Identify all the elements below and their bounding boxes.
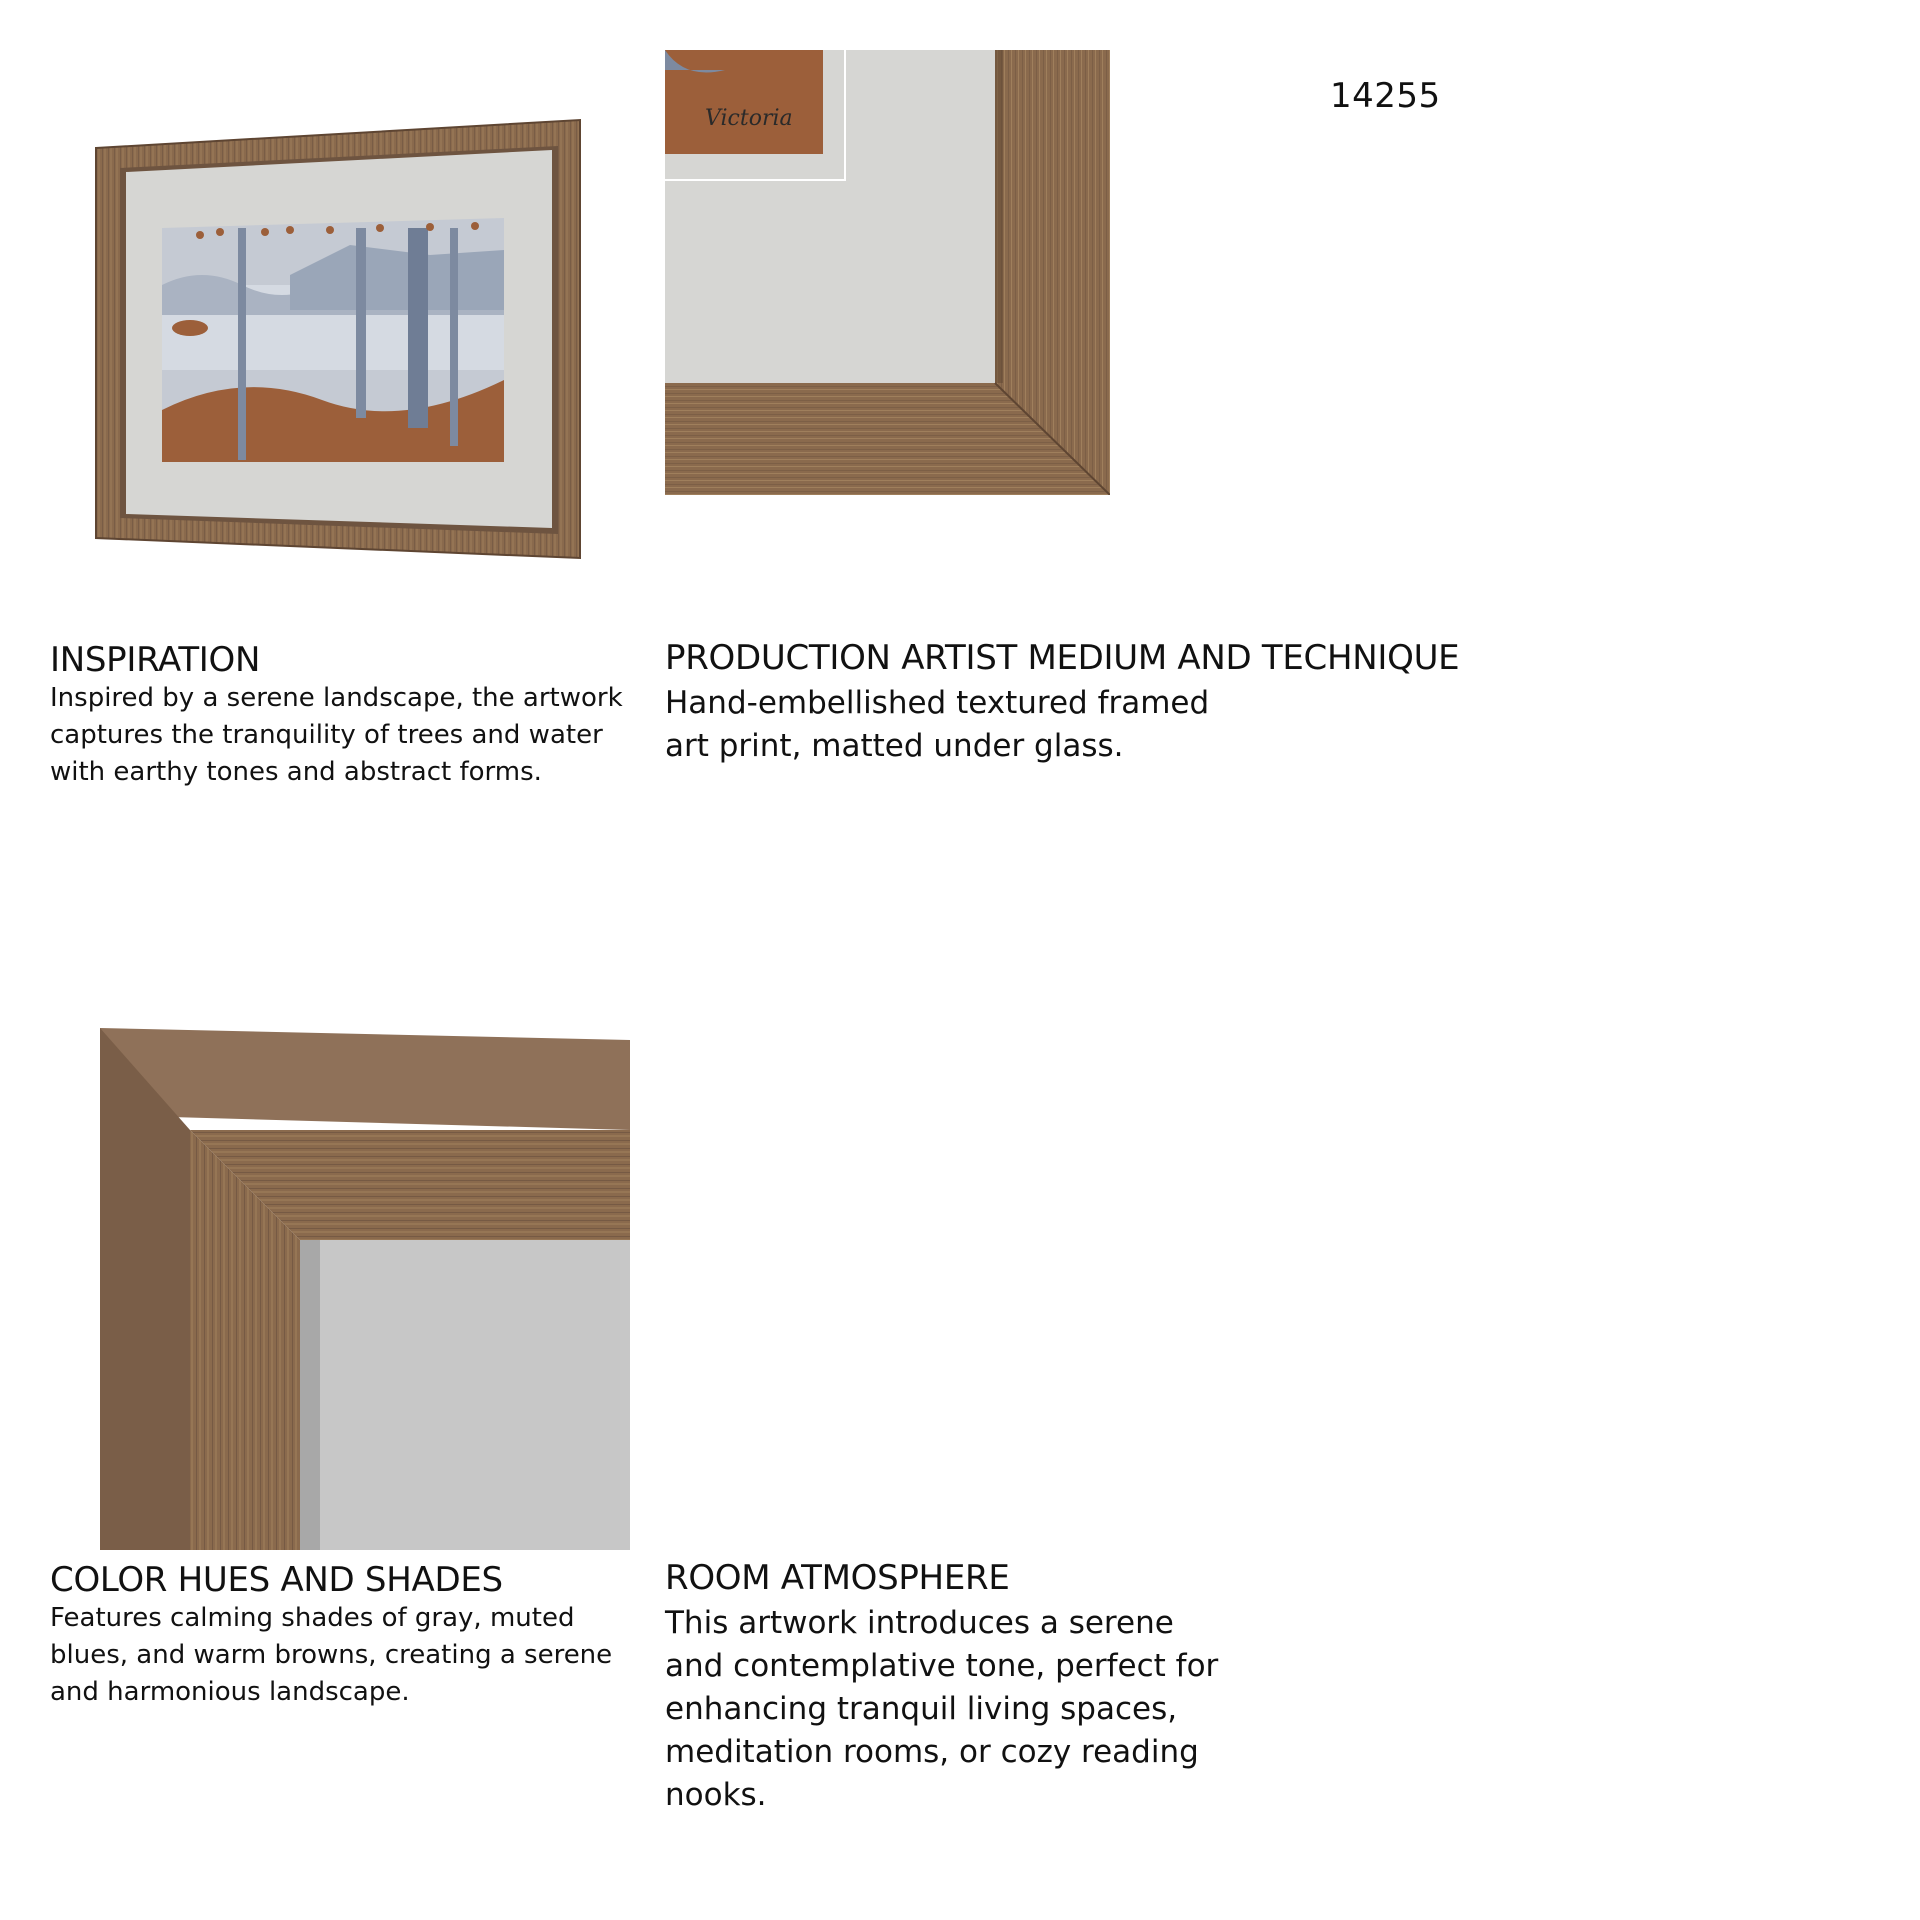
- color-text: Features calming shades of gray, muted blues, and warm browns, creating a serene and harmonious landscape.: [50, 1603, 613, 1707]
- room-text: This artwork introduces a serene and contemplative tone, perfect for enhancing tranquil living spaces, meditation rooms, or cozy reading nooks.: [665, 1605, 1219, 1813]
- frame-profile-image: [100, 1020, 630, 1550]
- inspiration-heading: INSPIRATION: [50, 640, 261, 680]
- product-sku: 14255: [1330, 76, 1441, 116]
- production-heading: PRODUCTION ARTIST MEDIUM AND TECHNIQUE: [665, 638, 1460, 678]
- production-text: Hand-embellished textured framed art print, matted under glass.: [665, 685, 1210, 764]
- artist-signature: Victoria: [705, 106, 793, 131]
- inspiration-section: [50, 640, 630, 791]
- room-section: [665, 1558, 1225, 1817]
- production-section: [665, 638, 1505, 768]
- color-section: [50, 1560, 650, 1711]
- frame-corner-detail-image: [665, 50, 1110, 495]
- inspiration-text: Inspired by a serene landscape, the artwork captures the tranquility of trees and water with earthy tones and abstract forms.: [50, 683, 623, 787]
- color-heading: COLOR HUES AND SHADES: [50, 1560, 503, 1600]
- framed-artwork-image: [90, 110, 590, 570]
- room-heading: ROOM ATMOSPHERE: [665, 1558, 1010, 1598]
